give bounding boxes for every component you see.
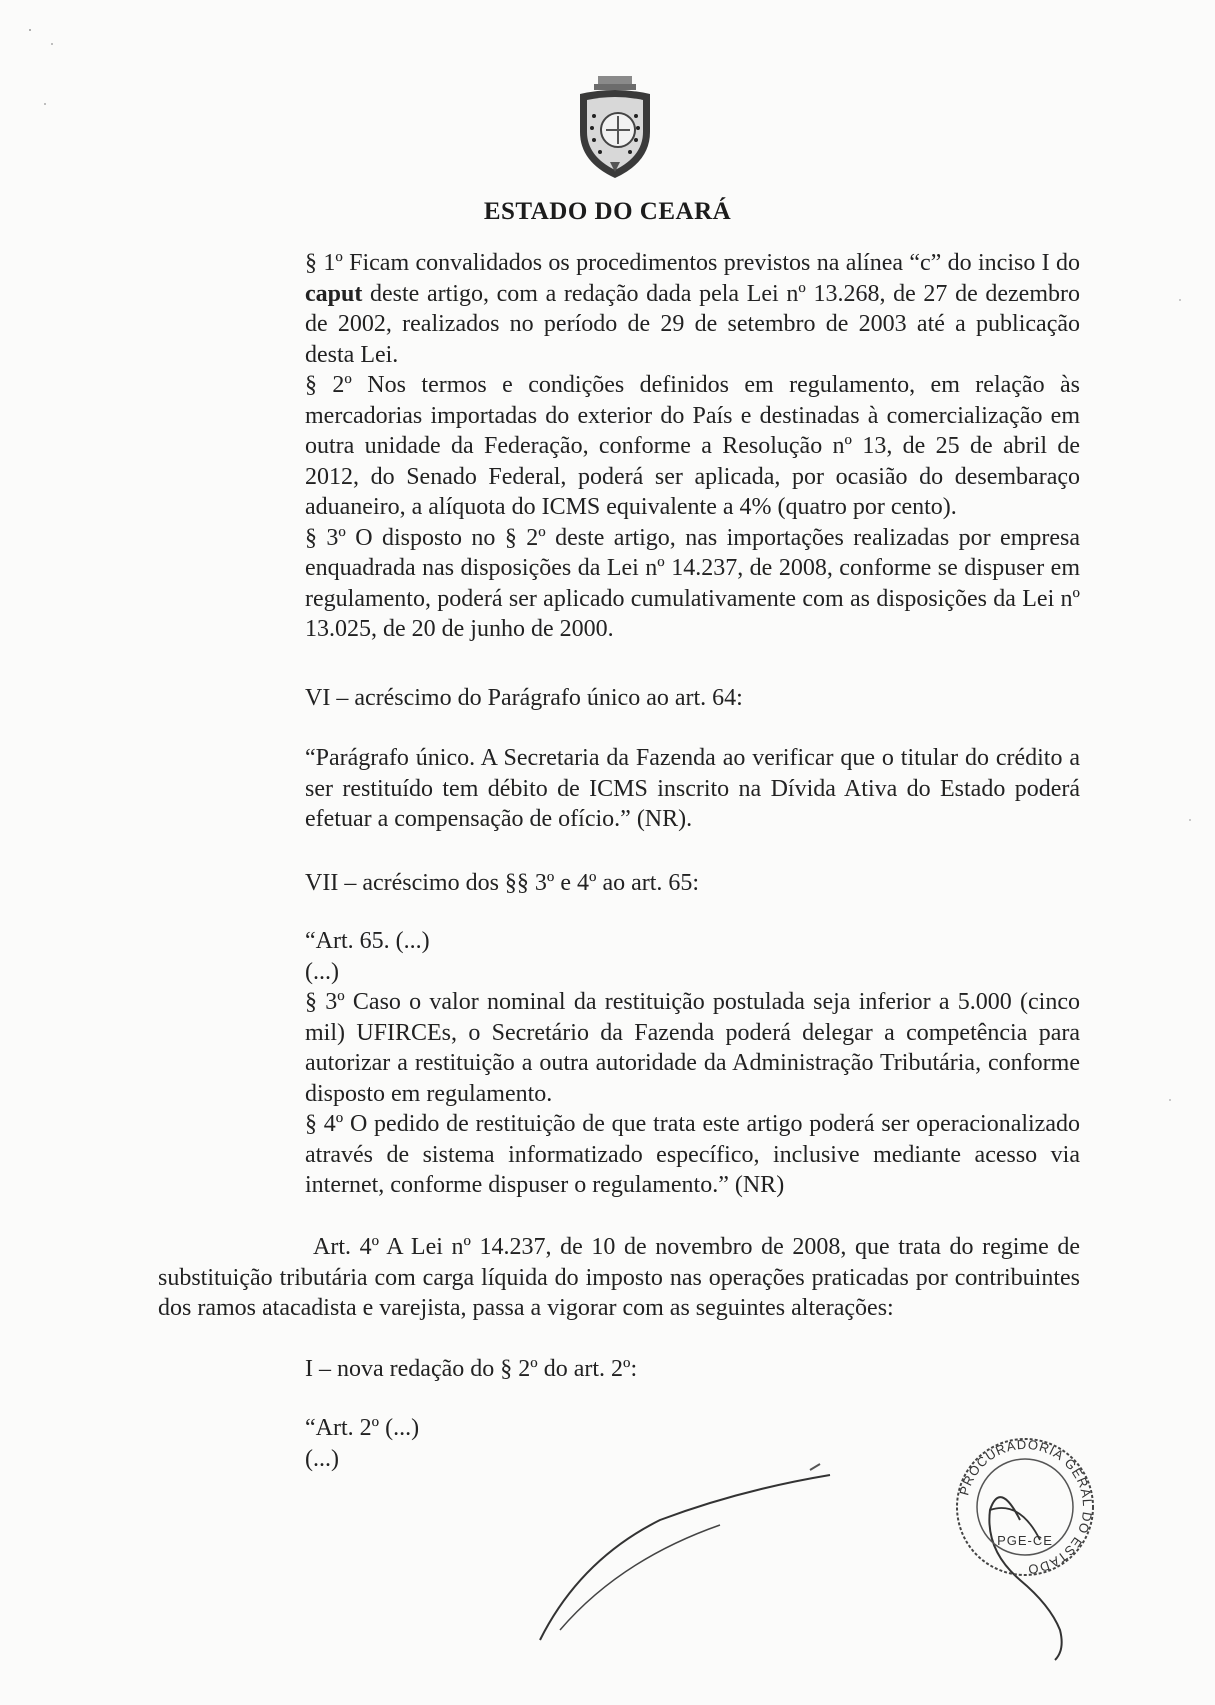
item-vi-text: “Parágrafo único. A Secretaria da Fazenda ao verificar que o titular do crédito a ser restituído tem débito de ICMS inscrito na Dívida Ativa do Estado poderá efetuar a compensação de ofício.” (NR). <box>305 745 1080 832</box>
paragraph-1: § 1º Ficam convalidados os procedimentos previstos na alínea “c” do inciso I do caput deste artigo, com a redação dada pela Lei nº 13.268, de 27 de dezembro de 2002, realizados no período de 29 de setembro de 2003 até a publicação desta Lei. <box>305 250 1080 368</box>
paragraph-2: § 2º Nos termos e condições definidos em regulamento, em relação às mercadorias importadas do exterior do País e destinadas à comercialização em outra unidade da Federação, conforme a Resolução nº 13, de 25 de abril de 2012, do Senado Federal, poderá ser aplicada, por ocasião do desembaraço aduaneiro, a alíquota do ICMS equivalente a 4% (quatro por cento). <box>305 372 1080 520</box>
paragraph-3: § 3º O disposto no § 2º deste artigo, nas importações realizadas por empresa enquadrada nas disposições da Lei nº 14.237, de 2008, conforme se dispuser em regulamento, poderá ser aplicado cumulativamente com as disposições da Lei nº 13.025, de 20 de junho de 2000. <box>305 524 1080 642</box>
paragraph-vii-3: § 3º Caso o valor nominal da restituição postulada seja inferior a 5.000 (cinco mil) UFIRCEs, o Secretário da Fazenda poderá delegar a competência para autorizar a restituição a outra autoridade da Administração Tributária, conforme disposto em regulamento. <box>305 989 1080 1107</box>
ellipsis-line: (...) <box>305 1445 339 1472</box>
paragraph-vii-4: § 4º O pedido de restituição de que trata este artigo poderá ser operacionalizado através de sistema informatizado específico, inclusive mediante acesso via internet, conforme dispuser o regulamento.” (NR) <box>305 1111 1080 1198</box>
art-65-line: “Art. 65. (...) <box>305 928 430 954</box>
article-4: Art. 4º A Lei nº 14.237, de 10 de novembro de 2008, que trata do regime de substituição tributária com carga líquida do imposto nas operações praticadas por contribuintes dos ramos atacadista e varejista, passa a vigorar com as seguintes alterações: <box>158 1234 1080 1321</box>
item-vii-heading: VII – acréscimo dos §§ 3º e 4º ao art. 65: <box>305 870 700 896</box>
seal-inner-text: PGE-CE <box>997 1533 1053 1548</box>
art-2-line: “Art. 2º (...) <box>305 1415 420 1441</box>
seal-outer-text: PROCURADORIA GERAL DO ESTADO <box>956 1436 1096 1578</box>
state-title: ESTADO DO CEARÁ <box>483 198 732 225</box>
caput-term: caput <box>305 280 363 307</box>
ellipsis-line: (...) <box>305 958 339 985</box>
item-vi-heading: VI – acréscimo do Parágrafo único ao art. 64: <box>305 685 743 711</box>
item-i-heading: I – nova redação do § 2º do art. 2º: <box>305 1356 638 1382</box>
